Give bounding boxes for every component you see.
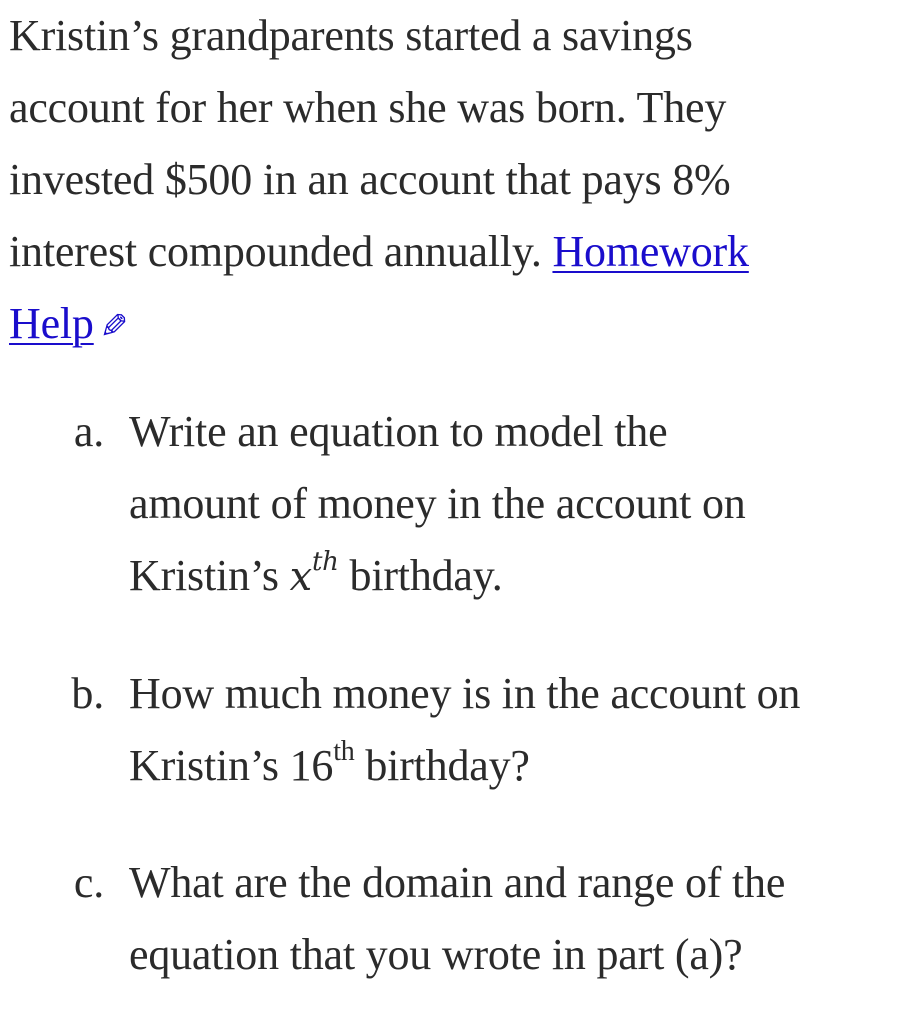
pencil-icon: ✎ xyxy=(99,307,129,347)
question-a-marker: a. xyxy=(73,407,104,456)
math-variable-x: x xyxy=(289,554,312,600)
homework-help-link-word-2: Help xyxy=(9,299,94,348)
homework-help-link-continued[interactable] xyxy=(9,299,128,348)
question-b-line-2-post: birthday? xyxy=(354,741,530,790)
intro-line-2: account for her when she was born. They xyxy=(9,83,727,132)
question-a xyxy=(0,396,903,613)
question-b-line-1: How much money is in the account on xyxy=(129,669,801,718)
question-c-marker: c. xyxy=(73,858,104,907)
question-c-line-2: equation that you wrote in part (a)? xyxy=(129,930,743,979)
intro-line-3: invested $500 in an account that pays 8% xyxy=(9,155,731,204)
question-a-line-3 xyxy=(129,540,903,613)
question-list xyxy=(0,396,903,991)
question-c xyxy=(0,847,903,991)
question-a-line-3-post: birthday. xyxy=(338,551,503,600)
superscript-th-italic: th xyxy=(311,547,339,578)
intro-line-5 xyxy=(9,288,889,363)
question-b xyxy=(0,658,903,802)
question-a-line-1: Write an equation to model the xyxy=(129,407,668,456)
intro-line-4-text: interest compounded annually. xyxy=(9,227,553,276)
homework-help-link-word-1: Homework xyxy=(552,227,749,276)
problem-intro xyxy=(9,0,889,363)
question-c-line-1: What are the domain and range of the xyxy=(129,858,786,907)
intro-line-4 xyxy=(9,216,889,288)
superscript-th: th xyxy=(333,736,355,768)
question-b-marker: b. xyxy=(71,669,104,718)
intro-line-1: Kristin’s grandparents started a savings xyxy=(9,11,693,60)
question-a-line-3-pre: Kristin’s xyxy=(129,551,290,600)
question-a-line-2: amount of money in the account on xyxy=(129,479,746,528)
question-b-line-2 xyxy=(129,730,903,802)
homework-help-link[interactable] xyxy=(552,227,748,276)
question-b-line-2-pre: Kristin’s 16 xyxy=(129,741,334,790)
